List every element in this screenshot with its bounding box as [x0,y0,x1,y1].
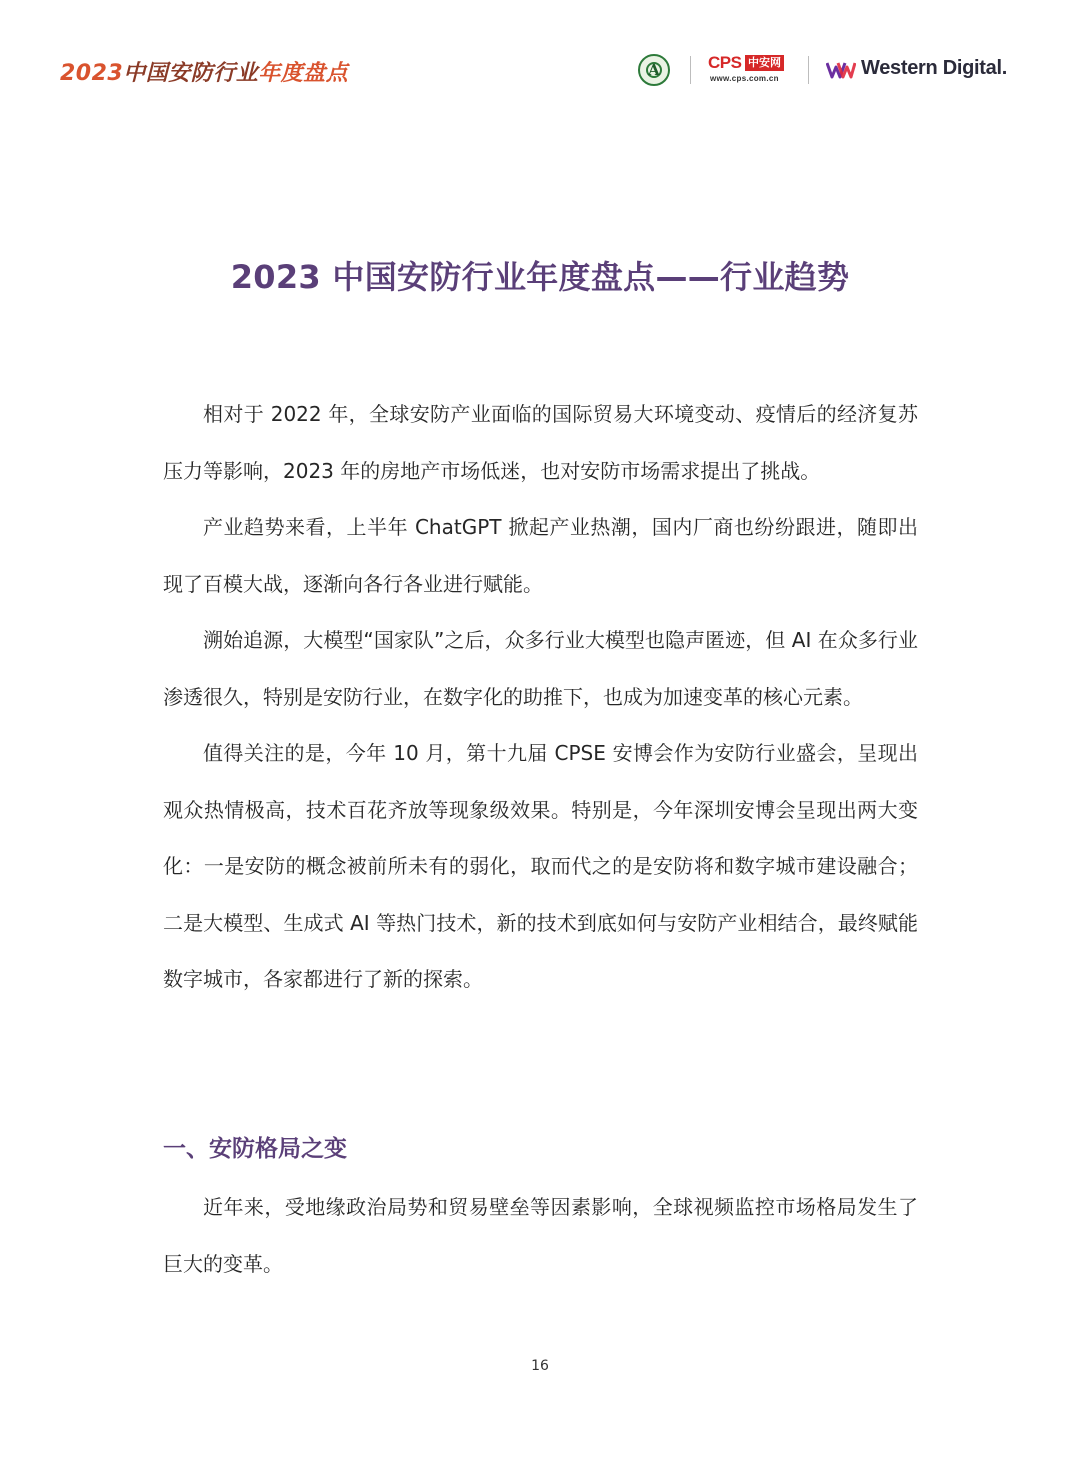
paragraph: 相对于 2022 年，全球安防产业面临的国际贸易大环境变动、疫情后的经济复苏压力等影响，2023 年的房地产市场低迷，也对安防市场需求提出了挑战。 [163,402,918,483]
cps-logo-url: www.cps.com.cn [710,74,779,83]
paragraph: 溯始追源，大模型“国家队”之后，众多行业大模型也隐声匿迹，但 AI 在众多行业渗透很久，特别是安防行业，在数字化的助推下，也成为加速变革的核心元素。 [163,628,918,709]
association-seal-icon [638,54,670,86]
brand-title [60,56,348,87]
paragraph: 近年来，受地缘政治局势和贸易壁垒等因素影响，全球视频监控市场格局发生了巨大的变革。 [163,1195,918,1276]
intro-paragraphs [163,386,918,1008]
section-1-paragraphs [163,1179,918,1292]
western-digital-logo-icon [826,60,856,80]
section-heading: 一、安防格局之变 [163,1136,347,1162]
page-header [0,0,1080,110]
cps-logo [708,53,798,87]
western-digital-logo-text: Western Digital. [861,57,1007,79]
brand-year: 2023 [60,61,124,86]
paragraph: 值得关注的是，今年 10 月，第十九届 CPSE 安博会作为安防行业盛会，呈现出观众热情极高，技术百花齐放等现象级效果。特别是，今年深圳安博会呈现出两大变化：一是安防的概念被前所未有的弱化，取而代之的是安防将和数字城市建设融合；二是大模型、生成式 AI 等热门技术，新的技术到底如何与安防产业相结合，最终赋能数字城市，各家都进行了新的探索。 [163,741,918,991]
cps-logo-cn: 中安网 [745,55,784,71]
partner-logos [636,50,1026,90]
page-number: 16 [531,1358,549,1374]
seal-letter: A [648,61,660,79]
brand-tail: 年度盘点 [258,61,349,86]
logo-divider [690,56,691,84]
cps-logo-main: CPS [708,53,742,72]
brand-mid: 中国安防行业 [123,61,259,86]
document-title: 2023 中国安防行业年度盘点——行业趋势 [230,258,850,296]
paragraph: 产业趋势来看，上半年 ChatGPT 掀起产业热潮，国内厂商也纷纷跟进，随即出现了百模大战，逐渐向各行各业进行赋能。 [163,515,918,596]
logo-divider [808,56,809,84]
